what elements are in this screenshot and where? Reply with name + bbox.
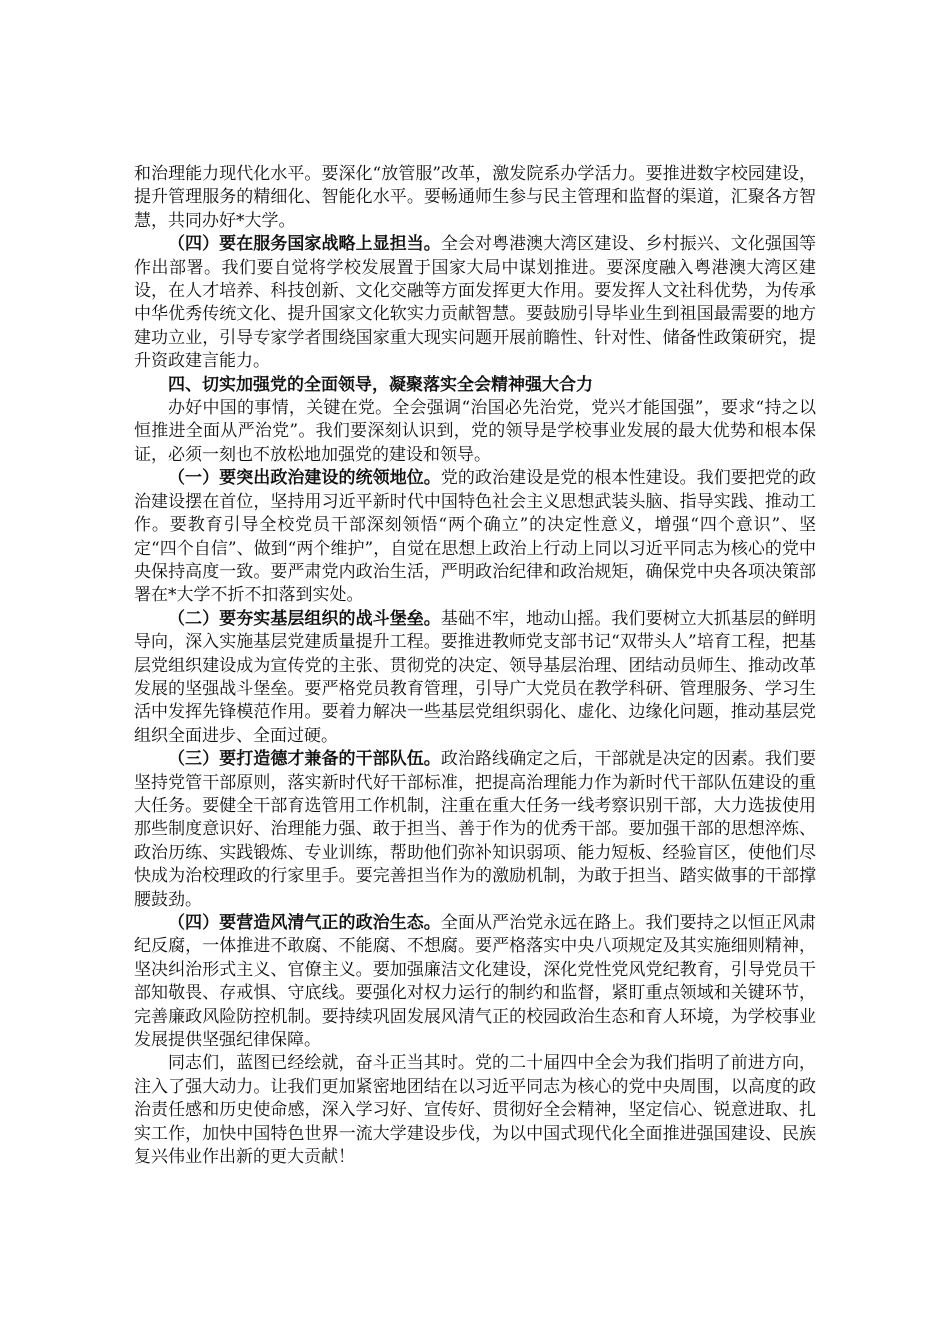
paragraph-text: 全面从严治党永远在路上。我们要持之以恒正风肃纪反腐，一体推进不敢腐、不能腐、不想腐。要严格落实中央八项规定及其实施细则精神，坚决纠治形式主义、官僚主义。要加强廉洁文化建设，深化党性党风党纪教育，引导党员干部知敬畏、存戒惧、守底线。要强化对权力运行的制约和监督，紧盯重点领域和关键环节，完善廉政风险防控机制。要持续巩固发展风清气正的校园政治生态和育人环境，为学校事业发展提供坚强纪律保障。 bbox=[134, 913, 817, 1051]
paragraph-lead: （二）要夯实基层组织的战斗堡垒。 bbox=[168, 608, 441, 629]
paragraph-item-3 bbox=[134, 748, 816, 912]
paragraph-text: 党的政治建设是党的根本性建设。我们要把党的政治建设摆在首位，坚持用习近平新时代中国特色社会主义思想武装头脑、指导实践、推动工作。要教育引导全校党员干部深刻领悟“两个确立”的决定性意义，增强“四个意识”、坚定“四个自信”、做到“两个维护”，自觉在思想上政治上行动上同以习近平同志为核心的党中央保持高度一致。要严肃党内政治生活，严明政治纪律和政治规矩，确保党中央各项决策部署在*大学不折不扣落到实处。 bbox=[134, 468, 817, 606]
paragraph-text: 和治理能力现代化水平。要深化“放管服”改革，激发院系办学活力。要推进数字校园建设，提升管理服务的精细化、智能化水平。要畅通师生参与民主管理和监督的渠道，汇聚各方智慧，共同办好*大学。 bbox=[134, 164, 816, 231]
paragraph-text: 办好中国的事情，关键在党。全会强调“治国必先治党，党兴才能国强”，要求“持之以恒推进全面从严治党”。我们要深刻认识到，党的领导是学校事业发展的最大优势和根本保证，必须一刻也不放松地加强党的建设和领导。 bbox=[134, 398, 816, 465]
paragraph-text: 同志们，蓝图已经绘就，奋斗正当其时。党的二十届四中全会为我们指明了前进方向，注入了强大动力。让我们更加紧密地团结在以习近平同志为核心的党中央周围，以高度的政治责任感和历史使命感，深入学习好、宣传好、贯彻好全会精神，坚定信心、锐意进取、扎实工作，加快中国特色世界一流大学建设步伐，为以中国式现代化全面推进强国建设、民族复兴伟业作出新的更大贡献！ bbox=[134, 1053, 816, 1168]
paragraph-text: 基础不牢，地动山摇。我们要树立大抓基层的鲜明导向，深入实施基层党建质量提升工程。要推进教师党支部书记“双带头人”培育工程，把基层党组织建设成为宣传党的主张、贯彻党的决定、领导基层治理、团结动员师生、推动改革发展的坚强战斗堡垒。要严格党员教育管理，引导广大党员在教学科研、管理服务、学习生活中发挥先锋模范作用。要着力解决一些基层党组织弱化、虚化、边缘化问题，推动基层党组织全面进步、全面过硬。 bbox=[134, 608, 817, 746]
section-heading-4: 四、切实加强党的全面领导，凝聚落实全会精神强大合力 bbox=[168, 374, 593, 395]
paragraph-lead: （四）要在服务国家战略上显担当。 bbox=[168, 234, 441, 255]
paragraph-section-4-4 bbox=[134, 233, 816, 373]
paragraph-item-1 bbox=[134, 467, 816, 607]
paragraph-item-2 bbox=[134, 608, 816, 748]
paragraph-lead: （四）要营造风清气正的政治生态。 bbox=[168, 913, 441, 933]
paragraph-text: 政治路线确定之后，干部就是决定的因素。我们要坚持党管干部原则，落实新时代好干部标准，把提高治理能力作为新时代干部队伍建设的重大任务。要健全干部育选管用工作机制，注重在重大任务一线考察识别干部，大力选拔使用那些制度意识好、治理能力强、敢于担当、善于作为的优秀干部。要加强干部的思想淬炼、政治历练、实践锻炼、专业训练，帮助他们弥补知识弱项、能力短板、经验盲区，使他们尽快成为治校理政的行家里手。要完善担当作为的激励机制，为敢于担当、踏实做事的干部撑腰鼓劲。 bbox=[134, 749, 817, 910]
paragraph-item-4 bbox=[134, 912, 816, 1052]
paragraph-intro bbox=[134, 397, 816, 467]
paragraph-lead: （一）要突出政治建设的统领地位。 bbox=[168, 468, 441, 489]
paragraph-continuation bbox=[134, 163, 816, 233]
document-body bbox=[134, 163, 816, 1169]
paragraph-closing bbox=[134, 1052, 816, 1169]
paragraph-lead: （三）要打造德才兼备的干部队伍。 bbox=[168, 749, 441, 770]
paragraph-text: 全会对粤港澳大湾区建设、乡村振兴、文化强国等作出部署。我们要自觉将学校发展置于国家大局中谋划推进。要深度融入粤港澳大湾区建设，在人才培养、科技创新、文化交融等方面发挥更大作用。要发挥人文社科优势，为传承中华优秀传统文化、提升国家文化软实力贡献智慧。要鼓励引导毕业生到祖国最需要的地方建功立业，引导专家学者围绕国家重大现实问题开展前瞻性、针对性、储备性政策研究，提升资政建言能力。 bbox=[134, 234, 817, 372]
